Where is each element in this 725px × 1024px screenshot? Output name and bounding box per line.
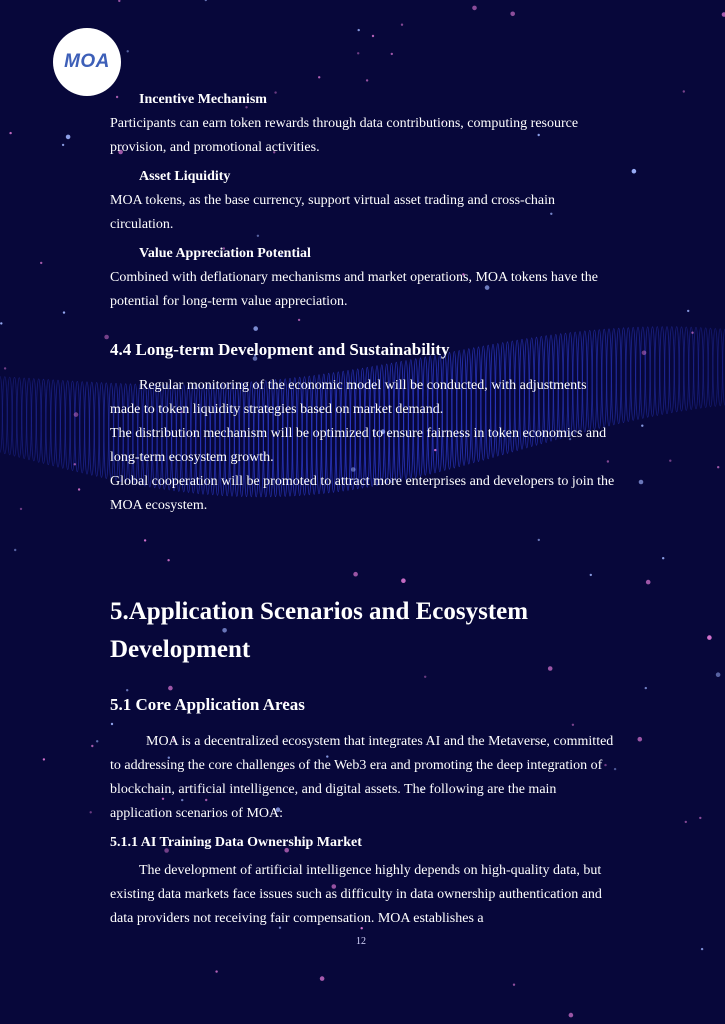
- section-5-1-paragraph: MOA is a decentralized ecosystem that integrates AI and the Metaverse, committed to addressing the core challenges of the Web3 era and promoting the deep integration of blockchain, artificial intelligence, and digital assets. The following are the main application scenarios of MOA:: [110, 734, 614, 821]
- chapter-5-title-line-2: Development: [110, 636, 251, 663]
- section-4-4-paragraph: The distribution mechanism will be optimized to ensure fairness in token economics and long-term ecosystem growth.: [110, 426, 607, 465]
- item-title-appreciation: Value Appreciation Potential: [139, 246, 311, 261]
- section-4-4-heading: 4.4 Long-term Development and Sustainability: [110, 340, 450, 359]
- section-4-4-paragraph: Global cooperation will be promoted to attract more enterprises and developers to join the MOA ecosystem.: [110, 474, 615, 513]
- chapter-5-title-line-1: 5.Application Scenarios and Ecosystem: [110, 598, 529, 625]
- item-title-liquidity: Asset Liquidity: [139, 169, 231, 184]
- item-title-incentive: Incentive Mechanism: [139, 92, 267, 107]
- section-5-1-1-paragraph: The development of artificial intelligence highly depends on high-quality data, but existing data markets face issues such as difficulty in data ownership authentication and data providers not receiving fair compensation. MOA establishes a: [110, 863, 602, 926]
- item-text-incentive: Participants can earn token rewards through data contributions, computing resource provision, and promotional activities.: [110, 116, 579, 155]
- moa-logo: [53, 28, 121, 96]
- logo-text: MOA: [64, 51, 110, 72]
- section-5-1-1-heading: 5.1.1 AI Training Data Ownership Market: [110, 835, 362, 850]
- section-5-1-heading: 5.1 Core Application Areas: [110, 695, 305, 714]
- section-4-4-paragraph: Regular monitoring of the economic model will be conducted, with adjustments made to token liquidity strategies based on market demand.: [110, 378, 587, 417]
- page-number: 12: [356, 936, 366, 947]
- item-text-appreciation: Combined with deflationary mechanisms and market operations, MOA tokens have the potential for long-term value appreciation.: [110, 270, 598, 309]
- item-text-liquidity: MOA tokens, as the base currency, support virtual asset trading and cross-chain circulation.: [110, 193, 556, 232]
- section-4-4-body: [110, 374, 620, 518]
- chapter-5-title: [110, 593, 620, 669]
